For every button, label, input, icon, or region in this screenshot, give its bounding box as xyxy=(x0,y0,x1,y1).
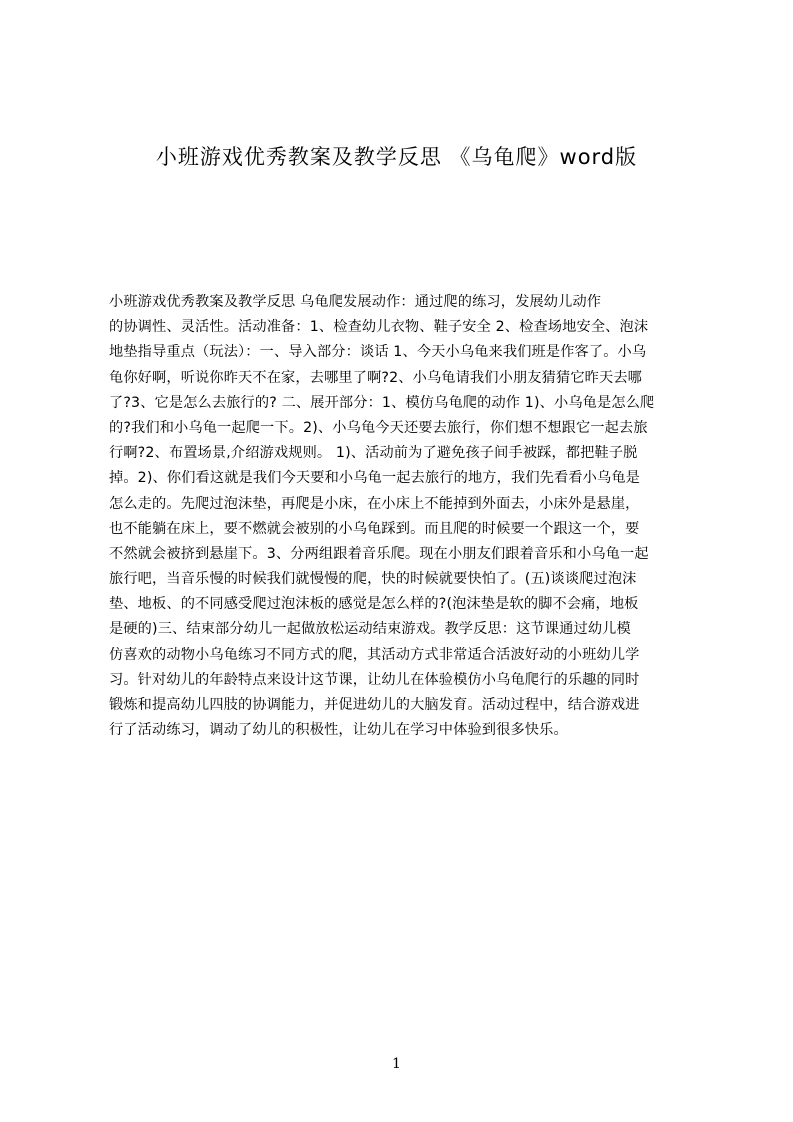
body-line: 掉。2)、你们看这就是我们今天要和小乌龟一起去旅行的地方，我们先看看小乌龟是 xyxy=(109,470,641,487)
body-line: 垫、地板、的不同感受爬过泡沫板的感觉是怎么样的?(泡沫垫是软的脚不会痛，地板 xyxy=(109,596,639,613)
body-line: 了?3、它是怎么去旅行的? 二、展开部分：1、模仿乌龟爬的动作 1)、小乌龟是怎么爬 xyxy=(109,394,655,411)
body-line: 地垫指导重点（玩法）：一、导入部分：谈话 1、今天小乌龟来我们班是作客了。小乌 xyxy=(109,344,647,361)
body-line: 不然就会被挤到悬崖下。3、分两组跟着音乐爬。现在小朋友们跟着音乐和小乌龟一起 xyxy=(109,545,649,562)
body-line: 行啊?2、布置场景,介绍游戏规则。 1)、活动前为了避免孩子间手被踩，都把鞋子脱 xyxy=(109,445,638,462)
body-line: 的协调性、灵活性。活动准备：1、检查幼儿衣物、鞋子安全 2、检查场地安全、泡沫 xyxy=(109,319,649,336)
body-line: 仿喜欢的动物小乌龟练习不同方式的爬，其活动方式非常适合活波好动的小班幼儿学 xyxy=(109,646,640,663)
body-line: 习。针对幼儿的年龄特点来设计这节课，让幼儿在体验模仿小乌龟爬行的乐趣的同时 xyxy=(109,671,640,688)
body-line: 旅行吧，当音乐慢的时候我们就慢慢的爬，快的时候就要快怕了。(五)谈谈爬过泡沫 xyxy=(109,571,637,588)
body-line: 行了活动练习，调动了幼儿的积极性，让幼儿在学习中体验到很多快乐。 xyxy=(109,722,568,739)
page-number: 1 xyxy=(392,1056,401,1072)
document-body xyxy=(109,290,698,743)
body-line: 也不能躺在床上，要不燃就会被别的小乌龟踩到。而且爬的时候要一个跟这一个，要 xyxy=(109,520,640,537)
body-line: 小班游戏优秀教案及教学反思 乌龟爬发展动作：通过爬的练习，发展幼儿动作 xyxy=(109,294,602,310)
body-line: 怎么走的。先爬过泡沫垫，再爬是小床，在小床上不能掉到外面去，小床外是悬崖， xyxy=(109,495,640,512)
body-line: 是硬的)三、结束部分幼儿一起做放松运动结束游戏。教学反思：这节课通过幼儿模 xyxy=(109,621,631,638)
body-line: 锻炼和提高幼儿四肢的协调能力，并促进幼儿的大脑发育。活动过程中，结合游戏进 xyxy=(109,697,640,713)
body-line: 的?我们和小乌龟一起爬一下。2)、小乌龟今天还要去旅行，你们想不想跟它一起去旅 xyxy=(109,419,648,436)
document-title: 小班游戏优秀教案及教学反思 《乌龟爬》word版 xyxy=(155,145,638,169)
body-line: 龟你好啊，听说你昨天不在家，去哪里了啊?2、小乌龟请我们小朋友猜猜它昨天去哪 xyxy=(109,369,643,386)
